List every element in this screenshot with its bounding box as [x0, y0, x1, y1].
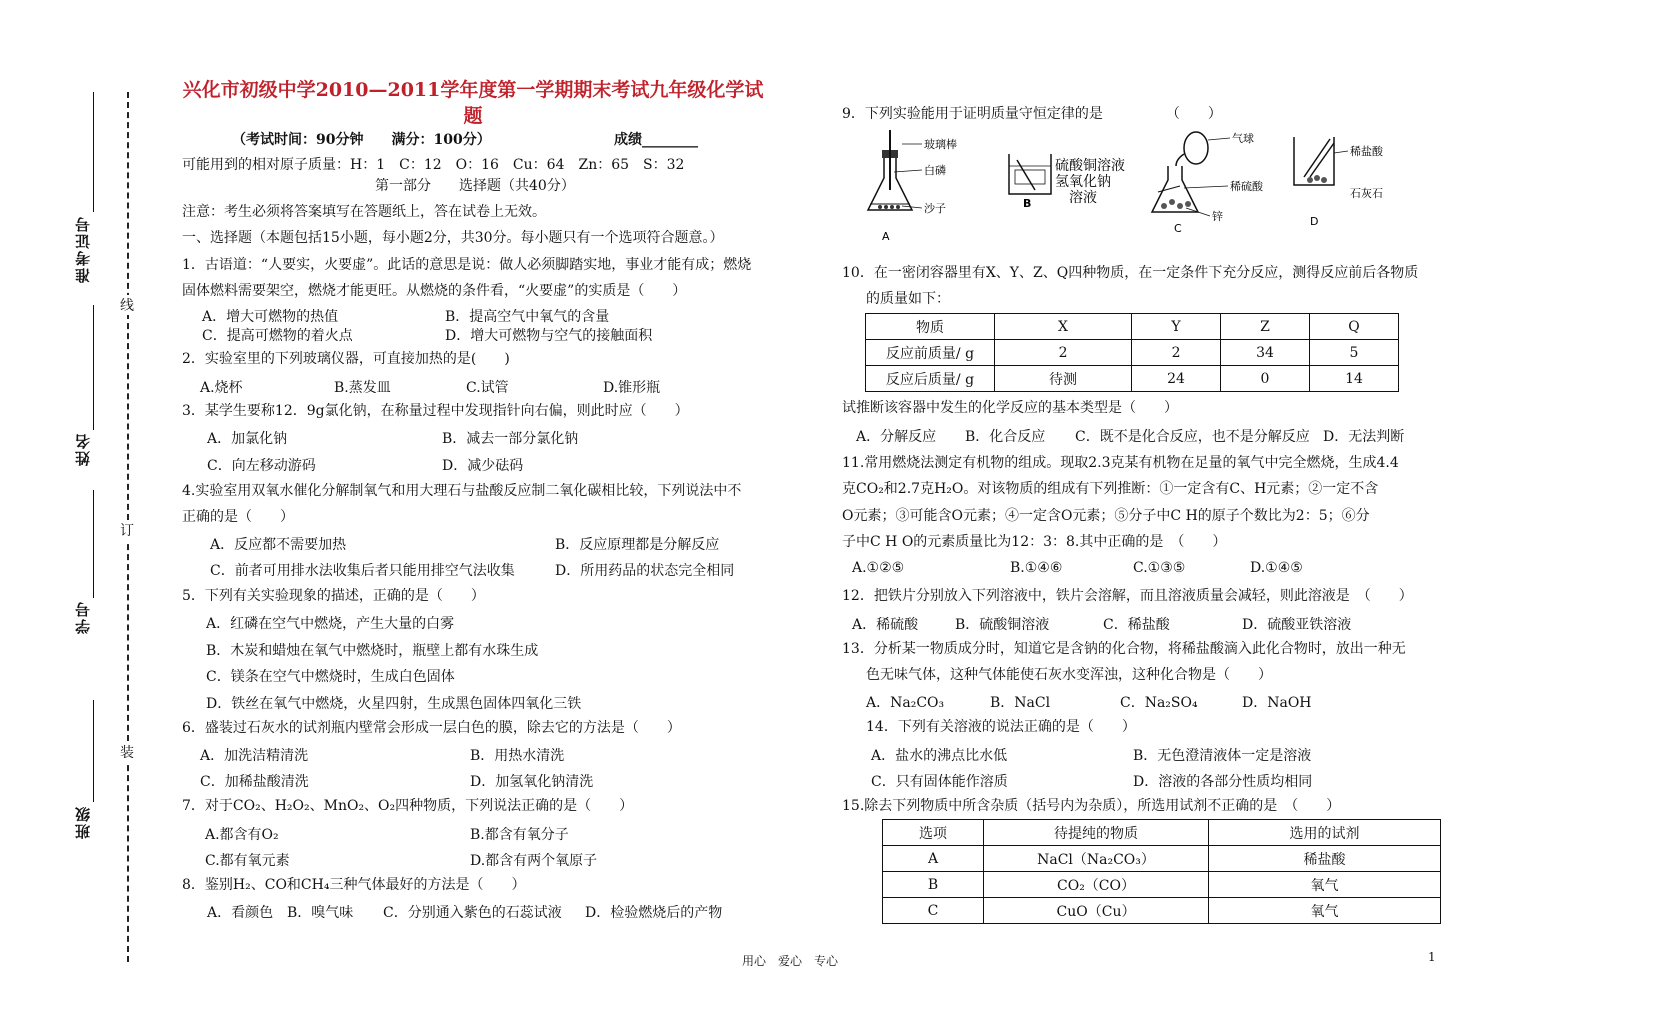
- q13-option-a: A．Na₂CO₃: [866, 695, 945, 711]
- binding-char-ding: 订: [120, 520, 134, 540]
- table-cell: CO₂（CO）: [984, 872, 1209, 898]
- q13-option-b: B．NaCl: [990, 695, 1051, 711]
- q3-option-a: A．加氯化钠: [207, 431, 288, 447]
- q13-line2: 色无味气体，这种气体能使石灰水变浑浊，这种化合物是（ ）: [866, 667, 1272, 683]
- q7-option-b: B.都含有氧分子: [470, 827, 569, 843]
- fig-c-letter: C: [1174, 222, 1182, 235]
- table-cell: A: [883, 846, 984, 872]
- q4-option-c: C．前者可用排水法收集后者只能用排空气法收集: [210, 563, 515, 579]
- exam-info: （考试时间：90分钟 满分：100分）: [232, 132, 491, 148]
- table-row: [883, 820, 1441, 846]
- table-row: [866, 366, 1399, 392]
- q6-option-c: C．加稀盐酸清洗: [200, 774, 309, 790]
- q9-figure-b: [1005, 150, 1155, 210]
- q1-option-b: B．提高空气中氧气的含量: [445, 309, 610, 325]
- fig-b-label-2: 氢氧化钠: [1055, 174, 1111, 190]
- q10-option-b: B．化合反应: [965, 429, 1046, 445]
- table-header-cell: 物质: [866, 314, 995, 340]
- fig-d-label-acid: 稀盐酸: [1350, 145, 1383, 158]
- fig-a-label-sand: 沙子: [924, 202, 946, 215]
- q9-figure-a: [862, 128, 992, 248]
- q12-option-a: A．稀硫酸: [852, 617, 919, 633]
- q10-option-d: D．无法判断: [1323, 429, 1405, 445]
- q1-option-d: D．增大可燃物与空气的接触面积: [445, 328, 653, 344]
- table-row: [883, 898, 1441, 924]
- q5-option-c: C．镁条在空气中燃烧时，生成白色固体: [206, 669, 455, 685]
- q3-option-d: D．减少砝码: [442, 458, 524, 474]
- table-cell: C: [883, 898, 984, 924]
- q1-option-a: A．增大可燃物的热值: [202, 309, 339, 325]
- q9-figure-d: [1290, 133, 1400, 233]
- q8-stem: 8．鉴别H₂、CO和CH₄三种气体最好的方法是（ ）: [182, 877, 526, 893]
- binding-char-xian: 线: [120, 295, 134, 315]
- q14-option-d: D．溶液的各部分性质均相同: [1133, 774, 1313, 790]
- table-cell: 氧气: [1209, 872, 1441, 898]
- q5-stem: 5．下列有关实验现象的描述，正确的是（ ）: [182, 588, 485, 604]
- table-header-cell: 选用的试剂: [1209, 820, 1441, 846]
- q10-mass-table: [865, 313, 1399, 392]
- q1-option-c: C．提高可燃物的着火点: [202, 328, 353, 344]
- q3-stem: 3．某学生要称12．9g氯化钠，在称量过程中发现指针向右偏，则此时应（ ）: [182, 403, 689, 419]
- q4-line2: 正确的是（ ）: [182, 509, 294, 525]
- q2-option-d: D.锥形瓶: [603, 380, 661, 396]
- table-cell: 反应前质量/ g: [866, 340, 995, 366]
- q12-stem: 12．把铁片分别放入下列溶液中，铁片会溶解，而且溶液质量会减轻，则此溶液是 （ ）: [842, 588, 1413, 604]
- footer-motto: 用心 爱心 专心: [742, 954, 839, 968]
- q3-option-c: C．向左移动游码: [207, 458, 316, 474]
- q9-stem: 9．下列实验能用于证明质量守恒定律的是 （ ）: [842, 106, 1222, 122]
- q6-stem: 6．盛装过石灰水的试剂瓶内壁常会形成一层白色的膜，除去它的方法是（ ）: [182, 720, 681, 736]
- table-cell: NaCl（Na₂CO₃）: [984, 846, 1209, 872]
- q10-line2: 的质量如下：: [866, 291, 950, 307]
- q7-option-c: C.都有氧元素: [205, 853, 290, 869]
- q11-line2: 克CO₂和2.7克H₂O。对该物质的组成有下列推断：①一定含有C、H元素；②一定不含: [842, 481, 1379, 497]
- table-cell: 反应后质量/ g: [866, 366, 995, 392]
- q2-option-a: A.烧杯: [200, 380, 243, 396]
- table-cell: 2: [995, 340, 1132, 366]
- q13-option-c: C．Na₂SO₄: [1120, 695, 1198, 711]
- q13-line1: 13．分析某一物质成分时，知道它是含钠的化合物，将稀盐酸滴入此化合物时，放出一种无: [842, 641, 1406, 657]
- part-title: 第一部分 选择题（共40分）: [375, 178, 575, 194]
- q14-option-c: C．只有固体能作溶质: [871, 774, 1008, 790]
- table-cell: 氧气: [1209, 898, 1441, 924]
- table-header-cell: 待提纯的物质: [984, 820, 1209, 846]
- q5-option-a: A．红磷在空气中燃烧，产生大量的白雾: [206, 616, 455, 632]
- table-cell: 24: [1132, 366, 1221, 392]
- q11-line4: 子中C H O的元素质量比为12：3：8.其中正确的是 （ ）: [842, 534, 1227, 550]
- q15-reagent-table: [882, 819, 1441, 924]
- table-row: [866, 314, 1399, 340]
- score-label: 成绩________: [614, 132, 698, 148]
- fig-c-label-balloon: 气球: [1232, 132, 1254, 145]
- page-number: 1: [1428, 950, 1436, 964]
- q4-option-a: A．反应都不需要加热: [210, 537, 347, 553]
- fig-a-label-rod: 玻璃棒: [924, 138, 957, 151]
- table-cell: B: [883, 872, 984, 898]
- q15-stem: 15.除去下列物质中所含杂质（括号内为杂质），所选用试剂不正确的是 （ ）: [842, 798, 1341, 814]
- q4-option-d: D．所用药品的状态完全相同: [555, 563, 735, 579]
- name-line: [93, 305, 94, 430]
- table-cell: 14: [1309, 366, 1398, 392]
- page-title: 兴化市初级中学2010—2011学年度第一学期期末考试九年级化学试题: [182, 79, 764, 127]
- fig-d-beaker: [1294, 137, 1334, 185]
- q7-option-d: D.都含有两个氧原子: [470, 853, 598, 869]
- table-header-cell: Y: [1132, 314, 1221, 340]
- name-label: 姓名: [74, 432, 92, 466]
- fig-d-label-limestone: 石灰石: [1350, 187, 1383, 200]
- fig-c-label-zinc: 锌: [1212, 210, 1223, 223]
- table-row: [866, 340, 1399, 366]
- q3-option-b: B．减去一部分氯化钠: [442, 431, 579, 447]
- q6-option-b: B．用热水清洗: [470, 748, 565, 764]
- q11-line1: 11.常用燃烧法测定有机物的组成。现取2.3克某有机物在足量的氧气中完全燃烧，生成4.4: [842, 455, 1399, 471]
- exam-id-label: 准考证号: [74, 215, 92, 283]
- student-no-label: 学号: [74, 600, 92, 634]
- q4-line1: 4.实验室用双氧水催化分解制氧气和用大理石与盐酸反应制二氧化碳相比较，下列说法中不: [182, 483, 742, 499]
- student-no-line: [93, 490, 94, 598]
- q1-line2: 固体燃料需要架空，燃烧才能更旺。从燃烧的条件看，“火要虚”的实质是（ ）: [182, 283, 687, 299]
- q10-line1: 10．在一密闭容器里有X、Y、Z、Q四种物质，在一定条件下充分反应，测得反应前后各物质: [842, 265, 1419, 281]
- q13-option-d: D．NaOH: [1242, 695, 1312, 711]
- table-cell: 稀盐酸: [1209, 846, 1441, 872]
- q11-option-b: B.①④⑥: [1010, 560, 1063, 576]
- q4-option-b: B．反应原理都是分解反应: [555, 537, 720, 553]
- table-cell: 待测: [995, 366, 1132, 392]
- q11-option-a: A.①②⑤: [852, 560, 905, 576]
- binding-char-zhuang: 装: [120, 742, 134, 762]
- table-row: [883, 872, 1441, 898]
- notice: 注意：考生必须将答案填写在答题纸上，答在试卷上无效。: [182, 204, 546, 220]
- q14-stem: 14．下列有关溶液的说法正确的是（ ）: [866, 719, 1136, 735]
- q11-option-c: C.①③⑤: [1133, 560, 1186, 576]
- fig-c-balloon: [1184, 132, 1208, 164]
- fig-b-label-3: 溶液: [1069, 190, 1097, 206]
- q5-option-d: D．铁丝在氧气中燃烧，火星四射，生成黑色固体四氧化三铁: [206, 696, 582, 712]
- exam-id-line: [93, 92, 94, 212]
- class-line: [93, 700, 94, 802]
- q2-option-c: C.试管: [466, 380, 509, 396]
- q14-option-b: B．无色澄清液体一定是溶液: [1133, 748, 1312, 764]
- atomic-masses: 可能用到的相对原子质量：H：1 C：12 O：16 Cu：64 Zn：65 S：32: [182, 157, 685, 173]
- q1-line1: 1．古语道：“人要实，火要虚”。此话的意思是说：做人必须脚踏实地，事业才能有成；燃烧: [182, 257, 752, 273]
- table-cell: 34: [1221, 340, 1310, 366]
- q14-option-a: A．盐水的沸点比水低: [871, 748, 1008, 764]
- q2-option-b: B.蒸发皿: [334, 380, 391, 396]
- table-header-cell: Z: [1221, 314, 1310, 340]
- fig-b-label-1: 硫酸铜溶液: [1055, 158, 1125, 174]
- table-cell: CuO（Cu）: [984, 898, 1209, 924]
- fig-a-letter: A: [882, 230, 890, 243]
- table-row: [883, 846, 1441, 872]
- q12-option-d: D．硫酸亚铁溶液: [1242, 617, 1352, 633]
- q11-line3: O元素；③可能含O元素；④一定含O元素；⑤分子中C H的原子个数比为2：5；⑥分: [842, 508, 1370, 524]
- fig-c-flask: [1152, 166, 1198, 212]
- fig-c-label-acid: 稀硫酸: [1230, 180, 1263, 193]
- q8-option-c: C．分别通入紫色的石蕊试液: [383, 905, 562, 921]
- q12-option-b: B．硫酸铜溶液: [955, 617, 1050, 633]
- section-title: 一、选择题（本题包括15小题，每小题2分，共30分。每小题只有一个选项符合题意。）: [182, 230, 724, 246]
- table-header-cell: X: [995, 314, 1132, 340]
- fig-a-label-phosphorus: 白磷: [924, 164, 946, 177]
- q8-option-b: B．嗅气味: [287, 905, 354, 921]
- q9-figure-c: [1150, 128, 1280, 238]
- q8-option-a: A．看颜色: [207, 905, 274, 921]
- q2-stem: 2．实验室里的下列玻璃仪器，可直接加热的是( ): [182, 351, 510, 367]
- q6-option-d: D．加氢氧化钠清洗: [470, 774, 594, 790]
- q12-option-c: C．稀盐酸: [1103, 617, 1170, 633]
- table-cell: 5: [1309, 340, 1398, 366]
- q5-option-b: B．木炭和蜡烛在氧气中燃烧时，瓶壁上都有水珠生成: [206, 643, 539, 659]
- table-header-cell: Q: [1309, 314, 1398, 340]
- q11-option-d: D.①④⑤: [1250, 560, 1303, 576]
- table-cell: 0: [1221, 366, 1310, 392]
- fig-d-letter: D: [1310, 215, 1319, 228]
- q10-after: 试推断该容器中发生的化学反应的基本类型是（ ）: [842, 400, 1178, 416]
- class-label: 班级: [74, 805, 92, 839]
- q6-option-a: A．加洗洁精清洗: [200, 748, 309, 764]
- table-header-cell: 选项: [883, 820, 984, 846]
- fig-b-letter: B: [1023, 197, 1032, 210]
- q7-stem: 7．对于CO₂、H₂O₂、MnO₂、O₂四种物质，下列说法正确的是（ ）: [182, 798, 634, 814]
- q10-option-a: A．分解反应: [856, 429, 937, 445]
- table-cell: 2: [1132, 340, 1221, 366]
- q10-option-c: C．既不是化合反应，也不是分解反应: [1075, 429, 1310, 445]
- q7-option-a: A.都含有O₂: [205, 827, 279, 843]
- q8-option-d: D．检验燃烧后的产物: [585, 905, 723, 921]
